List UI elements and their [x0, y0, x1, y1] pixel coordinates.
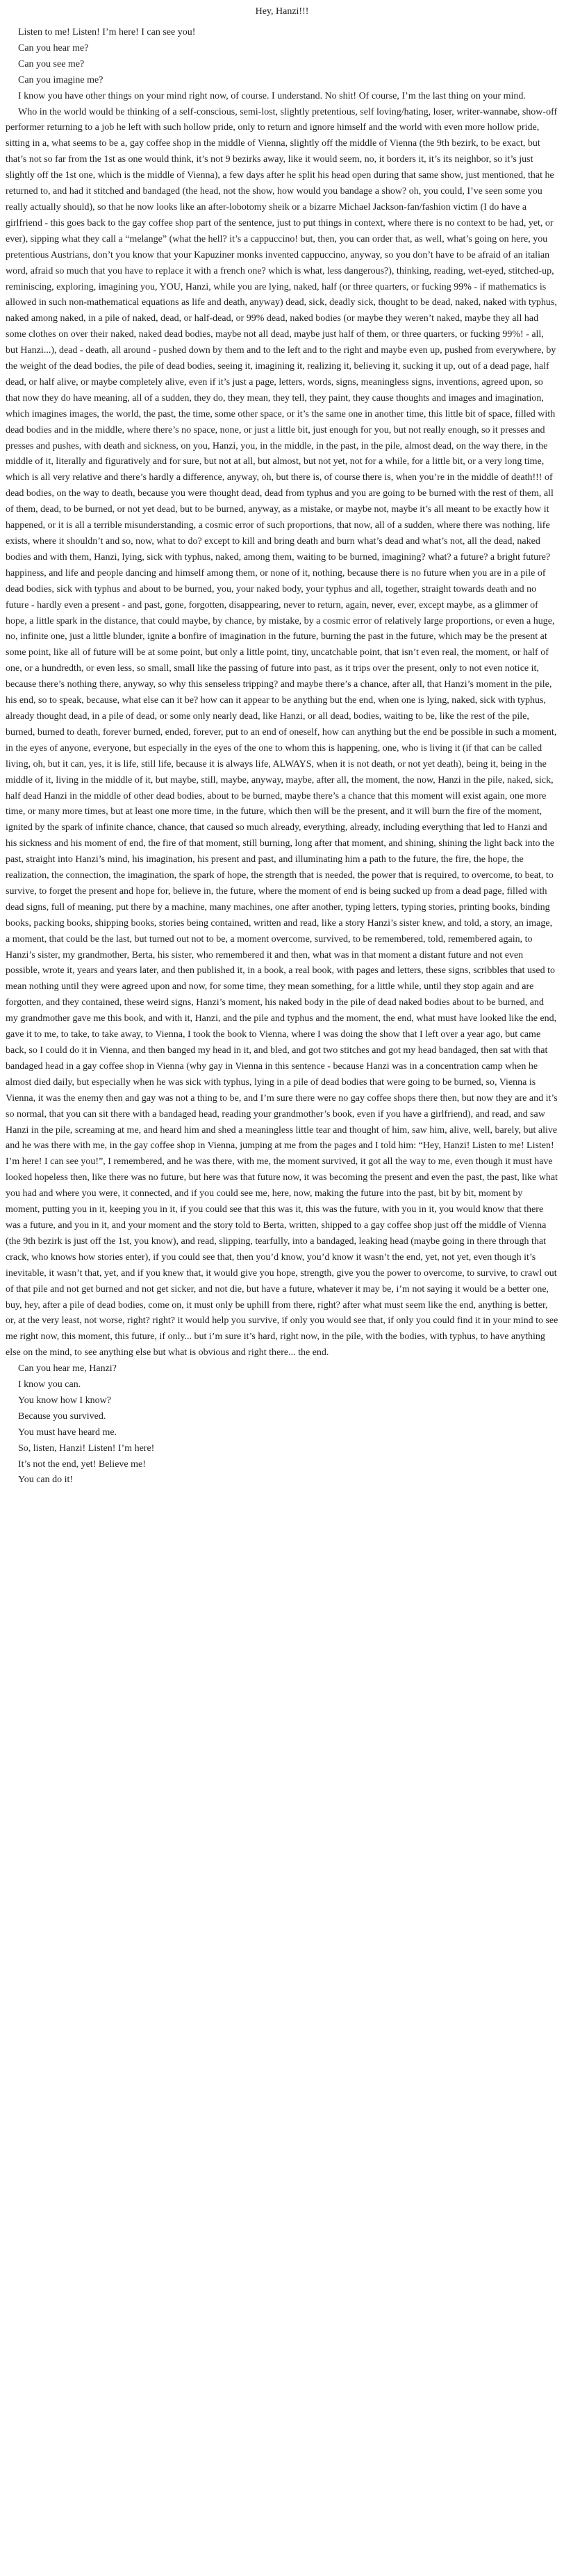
opening-paragraph: I know you have other things on your mind right now, of course. I understand. No shit! Of course, I’m the last thing on your mind.	[18, 90, 526, 101]
closing-line: So, listen, Hanzi! Listen! I’m here!	[18, 1443, 155, 1454]
opening-line: Can you hear me?	[18, 42, 89, 53]
closing-line: You must have heard me.	[18, 1427, 117, 1438]
closing-line: Because you survived.	[18, 1411, 106, 1422]
document-title: Hey, Hanzi!!!	[255, 6, 309, 17]
opening-line: Listen to me! Listen! I’m here! I can see you!	[18, 27, 196, 38]
opening-line: Can you imagine me?	[18, 74, 103, 85]
closing-line: You know how I know?	[18, 1395, 111, 1406]
main-paragraph: Who in the world would be thinking of a self-conscious, semi-lost, slightly pretentious, self loving/hating, loser, writer-wannabe, show-off performer returning to a job he left with such hollow pride, only to return and ignore himself and the world with even more hollow pride, sitting in a, what seems to be a, gay coffee shop in the middle of Vienna, slightly off the middle of Vienna (the 9th bezirk, to be exact, but that’s not so far from the 1st as one would think, it’s not 9 bezirks away, like it would seem, no, it borders it, it’s its neighbor, so it’s just slightly off the 1st one, which is the middle of Vienna), a few days after he split his head open during that same show, just mentioned, that he returned to, and had it stitched and bandaged (the head, not the show, how would you bandage a show? oh, you could, I’ve seen some you really actually should), so that he now looks like an after-lobotomy sheik or a bizarre Michael Jackson-fan/fashion victim (I do have a girlfriend - this goes back to the gay coffee shop part of the sentence, just to put things in context, where there is no context to be had, yet, or ever), sipping what they call a “melange” (what the hell? it’s a cappuccino! but, then, you can order that, as well, what’s going on here, you pretentious Austrians, don’t you know that your Kapuziner monks invented cappuccino, anyway, so you don’t have to be afraid of an italian word, afraid so much that you have to replace it with a french one? which is what, less dangerous?), thinking, reading, wet-eyed, stitched-up, reminiscing, exploring, imagining you, YOU, Hanzi, while you are lying, naked, half (or three quarters, or fucking 99% - if mathematics is allowed in such non-mathematical equations as life and death, anyway) dead, sick, deadly sick, thought to be dead, naked, naked with typhus, naked among naked, in a pile of naked, dead, or half-dead, or 99% dead, naked bodies (or maybe they weren’t naked, maybe they all had some clothes on over their naked, naked dead bodies, maybe not all dead, maybe just half of them, or three quarters, or fucking 99%! - all, but Hanzi...), dead - death, all around - pushed down by them and to the left and to the right and maybe even up, pushed from everywhere, by the weight of the dead bodies, the pile of dead bodies, seeing it, imagining it, realizing it, believing it, sucking it up, out of a dead page, half dead, or half alive, or maybe completely alive, even if it’s just a page, letters, words, signs, meaningless signs, inventions, agreed upon, so that now they do have meaning, all of a sudden, they do, they mean, they tell, they paint, they cause thoughts and images and imagination, which imagines images, the world, the past, the time, some other space, or it’s the same one in another time, this little bit of space, filled with dead bodies and in the middle, where there’s no space, none, or just a little bit, just enough for you, but not really enough, so it presses and presses and pushes, with death and sickness, on you, Hanzi, you, in the middle, in the past, in the pile, almost dead, on the way there, in the middle of it, literally and figuratively and for sure, but not at all, but almost, but not yet, not for a while, for a little bit, or a very long time, which is all very relative and there’s hardly a difference, anyway, oh, but there is, of course there is, when you’re in the middle of death!!! of dead bodies, on the way to death, because you were thought dead, dead from typhus and you are going to be burned with the rest of them, all of them, dead, to be burned, or not yet dead, but to be burned, anyway, as a mistake, or maybe not, maybe it’s all meant to be exactly how it happened, or it is all a terrible misunderstanding, a cosmic error of such proportions, that now, all of a sudden, where there was nothing, life exists, where it shouldn’t and so, now, what to do? except to kill and bring death and burn what’s dead and what’s not, all the dead, naked bodies and with them, Hanzi, lying, sick with typhus, naked, among them, waiting to be burned, imagining? what? a future? a bright future? happiness, and life and people dancing and himself among them, or none of it, nothing, because there is no future when you are in a pile of dead bodies, sick with typhus and about to be burned, you, your naked body, your typhus and all, together, straight towards death and no future - hardly even a present - and past, gone, forgotten, disappearing, never to return, again, never, ever, except maybe, as a glimmer of hope, a little spark in the distance, that could maybe, by chance, by mistake, by a cosmic error of relatively large proportions, or even a huge, no, infinite one, just a little blunder, ignite a bonfire of imagination in the future, burning the past in the future, which may be the present at some point, like all of future will be at some point, but only a little point, tiny, uncatchable point, that isn’t even real, the moment, or half of one, or a hundredth, or even less, so small, small like the passing of future into past, as it trips over the present, only to not even notice it, because there’s nothing there, anyway, so why this senseless tripping? and maybe there’s a chance, after all, that Hanzi’s moment in the pile, his end, so to speak, because, what else can it be? how can it appear to be anything but the end, when one is lying, naked, sick with typhus, already thought dead, in a pile of dead, or some only nearly dead, like Hanzi, or all dead, bodies, waiting to be, like the rest of the pile, burned, burned to death, forever burned, ended, forever, put to an end of oneself, how can anything but the end be possible in such a moment, in the eyes of anyone, everyone, but especially in the eyes of the one to whom this is happening, one, who is living it (if that can be called living, oh, but it can, yes, it is life, still life, because it is always life, ALWAYS, when it is not death, or not yet death), being it, being in the middle of it, living in the middle of it, but maybe, still, maybe, anyway, maybe, after all, the moment, the now, Hanzi in the pile, naked, sick, half dead Hanzi in the middle of other dead bodies, about to be burned, maybe there’s a chance that this moment will exist again, one more time, or many more times, but at least one more time, in the future, which then will be the present, and it will burn the fire of the moment, ignited by the spark of infinite chance, chance, that caused so much already, everything, already, including everything that led to Hanzi and his sickness and his moment of end, the fire of that moment, still burning, long after that moment, and shining, shining the light back into the past, straight into Hanzi’s mind, his imagination, his present and past, and illuminating him a path to the future, the fire, the hope, the realization, the connection, the imagination, the spark of hope, the strength that is needed, the power that is required, to overcome, to beat, to survive, to forget the present and hope for, believe in, the future, where the moment of end is being sucked up from a dead page, filled with dead signs, full of meaning, put there by a machine, many machines, one after another, typing letters, typing stories, printing books, binding books, packing books, shipping books, stories being contained, written and read, like a story Hanzi’s sister knew, and told, a story, an image, a moment, that could be the last, but turned out not to be, a moment overcome, survived, to be remembered, told, remembered again, to Hanzi’s sister, my grandmother, Berta, his sister, who remembered it and then, what was in that moment a distant future and not even possible, wrote it, years and years later, and then published it, in a book, a real book, with pages and letters, these signs, scribbles that used to mean nothing until they were agreed upon and now, for some time, they mean something, for a little while, until they stop again and are forgotten, and they contained, these weird signs, Hanzi’s moment, his naked body in the pile of dead naked bodies about to be burned, and my grandmother gave me this book, and with it, Hanzi, and the pile and typhus and the moment, the end, what must have looked like the end, gave it to me, to take, to take away, to Vienna, I took the book to Vienna, where I was doing the show that I left over a year ago, but came back, so I could do it in Vienna, and then banged my head in it, and bled, and got two stitches and got my head bandaged, then sat with that bandaged head in a gay coffee shop in Vienna (why gay in Vienna in this sentence - because Hanzi was in a concentration camp when he almost died daily, but especially when he was sick with typhus, lying in a pile of dead bodies that were going to be burned, so, Vienna is Vienna, it was the enemy then and gay was not a thing to be, and I’m sure there were no gay coffee shops there then, but now they are and it’s so normal, that you can sit there with a bandaged head, reading your grandmother’s book, even if you have a girlfriend), and read, and saw Hanzi in the pile, screaming at me, and heard him and shed a meaningless little tear and thought of him, saw him, alive, well, barely, but alive and he was there with me, in the gay coffee shop in Vienna, jumping at me from the pages and I told him: “Hey, Hanzi! Listen to me! Listen! I’m here! I can see you!”, I remembered, and he was there, with me, the moment survived, it got all the way to me, even though it must have looked hopeless then, like there was no future, but here was that future now, it was becoming the present and even the past, the past, like what you had and where you were, it connected, and if you could see me, here, now, making the future into the past, bit by bit, moment by moment, putting you in it, keeping you in it, if you could see that this was it, this was the future, with you in it, you would know that there was a future, and you in it, and your moment and the story told to Berta, written, shipped to a gay coffee shop just off the middle of Vienna (the 9th bezirk is just off the 1st, you know), and read, slipping, tearfully, into a bandaged, leaking head (maybe going in there through that crack, who knows how stories enter), if you could see that, then you’d know, you’d know it wasn’t the end, yet, not yet, even though it’s inevitable, it wasn’t that, yet, and if you knew that, it would give you hope, strength, give you the power to overcome, to survive, to crawl out of that pile and not get burned and not get sicker, and not die, but have a future, whatever it may be, i’m not saying it would be a better one, buy, hey, after a pile of dead bodies, come on, it must only be uphill from there, right? after what must seem like the end, anything is better, or, at the very least, not worse, right? right? it would help you survive, if only you would see that, if only you could find it in your mind to see me right now, this moment, this future, if only... but i’m sure it’s hard, right now, in the pile, with the bodies, with typhus, to have anything else on the mind, to see anything else but what is obvious and right there... the end.	[6, 106, 558, 1358]
opening-line: Can you see me?	[18, 58, 85, 69]
closing-line: You can do it!	[18, 1474, 74, 1486]
closing-line: Can you hear me, Hanzi?	[18, 1363, 117, 1374]
closing-line: It’s not the end, yet! Believe me!	[18, 1459, 146, 1470]
closing-line: I know you can.	[18, 1379, 81, 1390]
